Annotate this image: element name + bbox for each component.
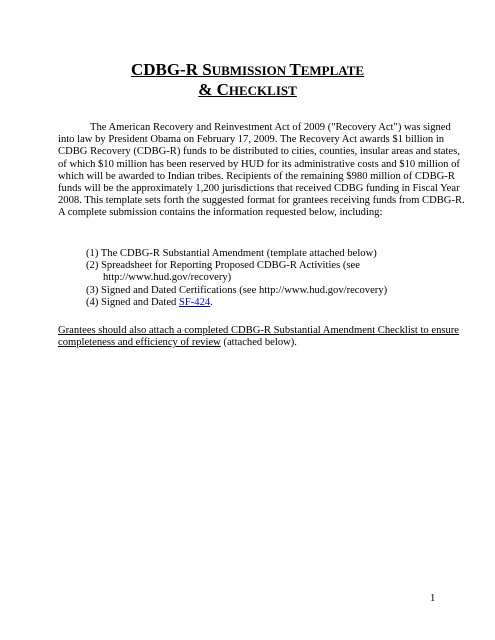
sf-424-link[interactable]: SF-424 [178,296,211,308]
requirement-item: (2) Spreadsheet for Reporting Proposed CDBG-R Activities (see [86,260,360,272]
requirement-item: (3) Signed and Dated Certifications (see http://www.hud.gov/recovery) [86,284,388,296]
title-part: T [289,60,301,79]
checklist-note [58,325,460,349]
requirement-item [86,297,426,309]
intro-line: which will be awarded to Indian tribes. Recipients of the remaining $980 million of CDBG-R [58,170,455,182]
title-part: EMPLATE [300,63,365,78]
requirement-item: (1) The CDBG-R Substantial Amendment (template attached below) [86,248,377,259]
document-title-line-2 [0,80,495,101]
title-part: HECKLIST [228,83,297,98]
requirements-list [86,248,426,309]
intro-line: into law by President Obama on February 17, 2009. The Recovery Act awards $1 billion in [58,134,445,146]
title-part: S [202,60,212,79]
document-title-line-1 [0,60,495,81]
intro-line: funds will be the approximately 1,200 jurisdictions that received CDBG funding in Fiscal Year [58,183,460,195]
page-number: 1 [430,593,436,604]
requirement-item-continuation: http://www.hud.gov/recovery) [103,272,232,284]
note-line [58,337,448,349]
intro-line: The American Recovery and Reinvestment Act of 2009 ("Recovery Act") was signed [90,122,451,133]
title-part: UBMISSION [211,63,290,78]
note-text: (attached below). [220,337,297,349]
intro-line: of which $10 million has been reserved by HUD for its administrative costs and $10 million of [58,158,460,170]
intro-paragraph [58,122,465,220]
title-part: CDBG-R [130,60,203,79]
requirement-text: . [210,296,213,308]
intro-line: 2008. This template sets forth the suggested format for grantees receiving funds from CDBG-R. [58,195,465,207]
note-line: Grantees should also attach a completed CDBG-R Substantial Amendment Checklist to ensure [58,325,460,336]
requirement-text: (4) Signed and Dated [86,296,179,308]
intro-line: CDBG Recovery (CDBG-R) funds to be distributed to cities, counties, insular areas and states, [58,146,460,158]
title-part: & C [198,80,229,99]
note-underlined-text: completeness and efficiency of review [58,337,221,349]
intro-line: A complete submission contains the information requested below, including: [58,207,383,219]
